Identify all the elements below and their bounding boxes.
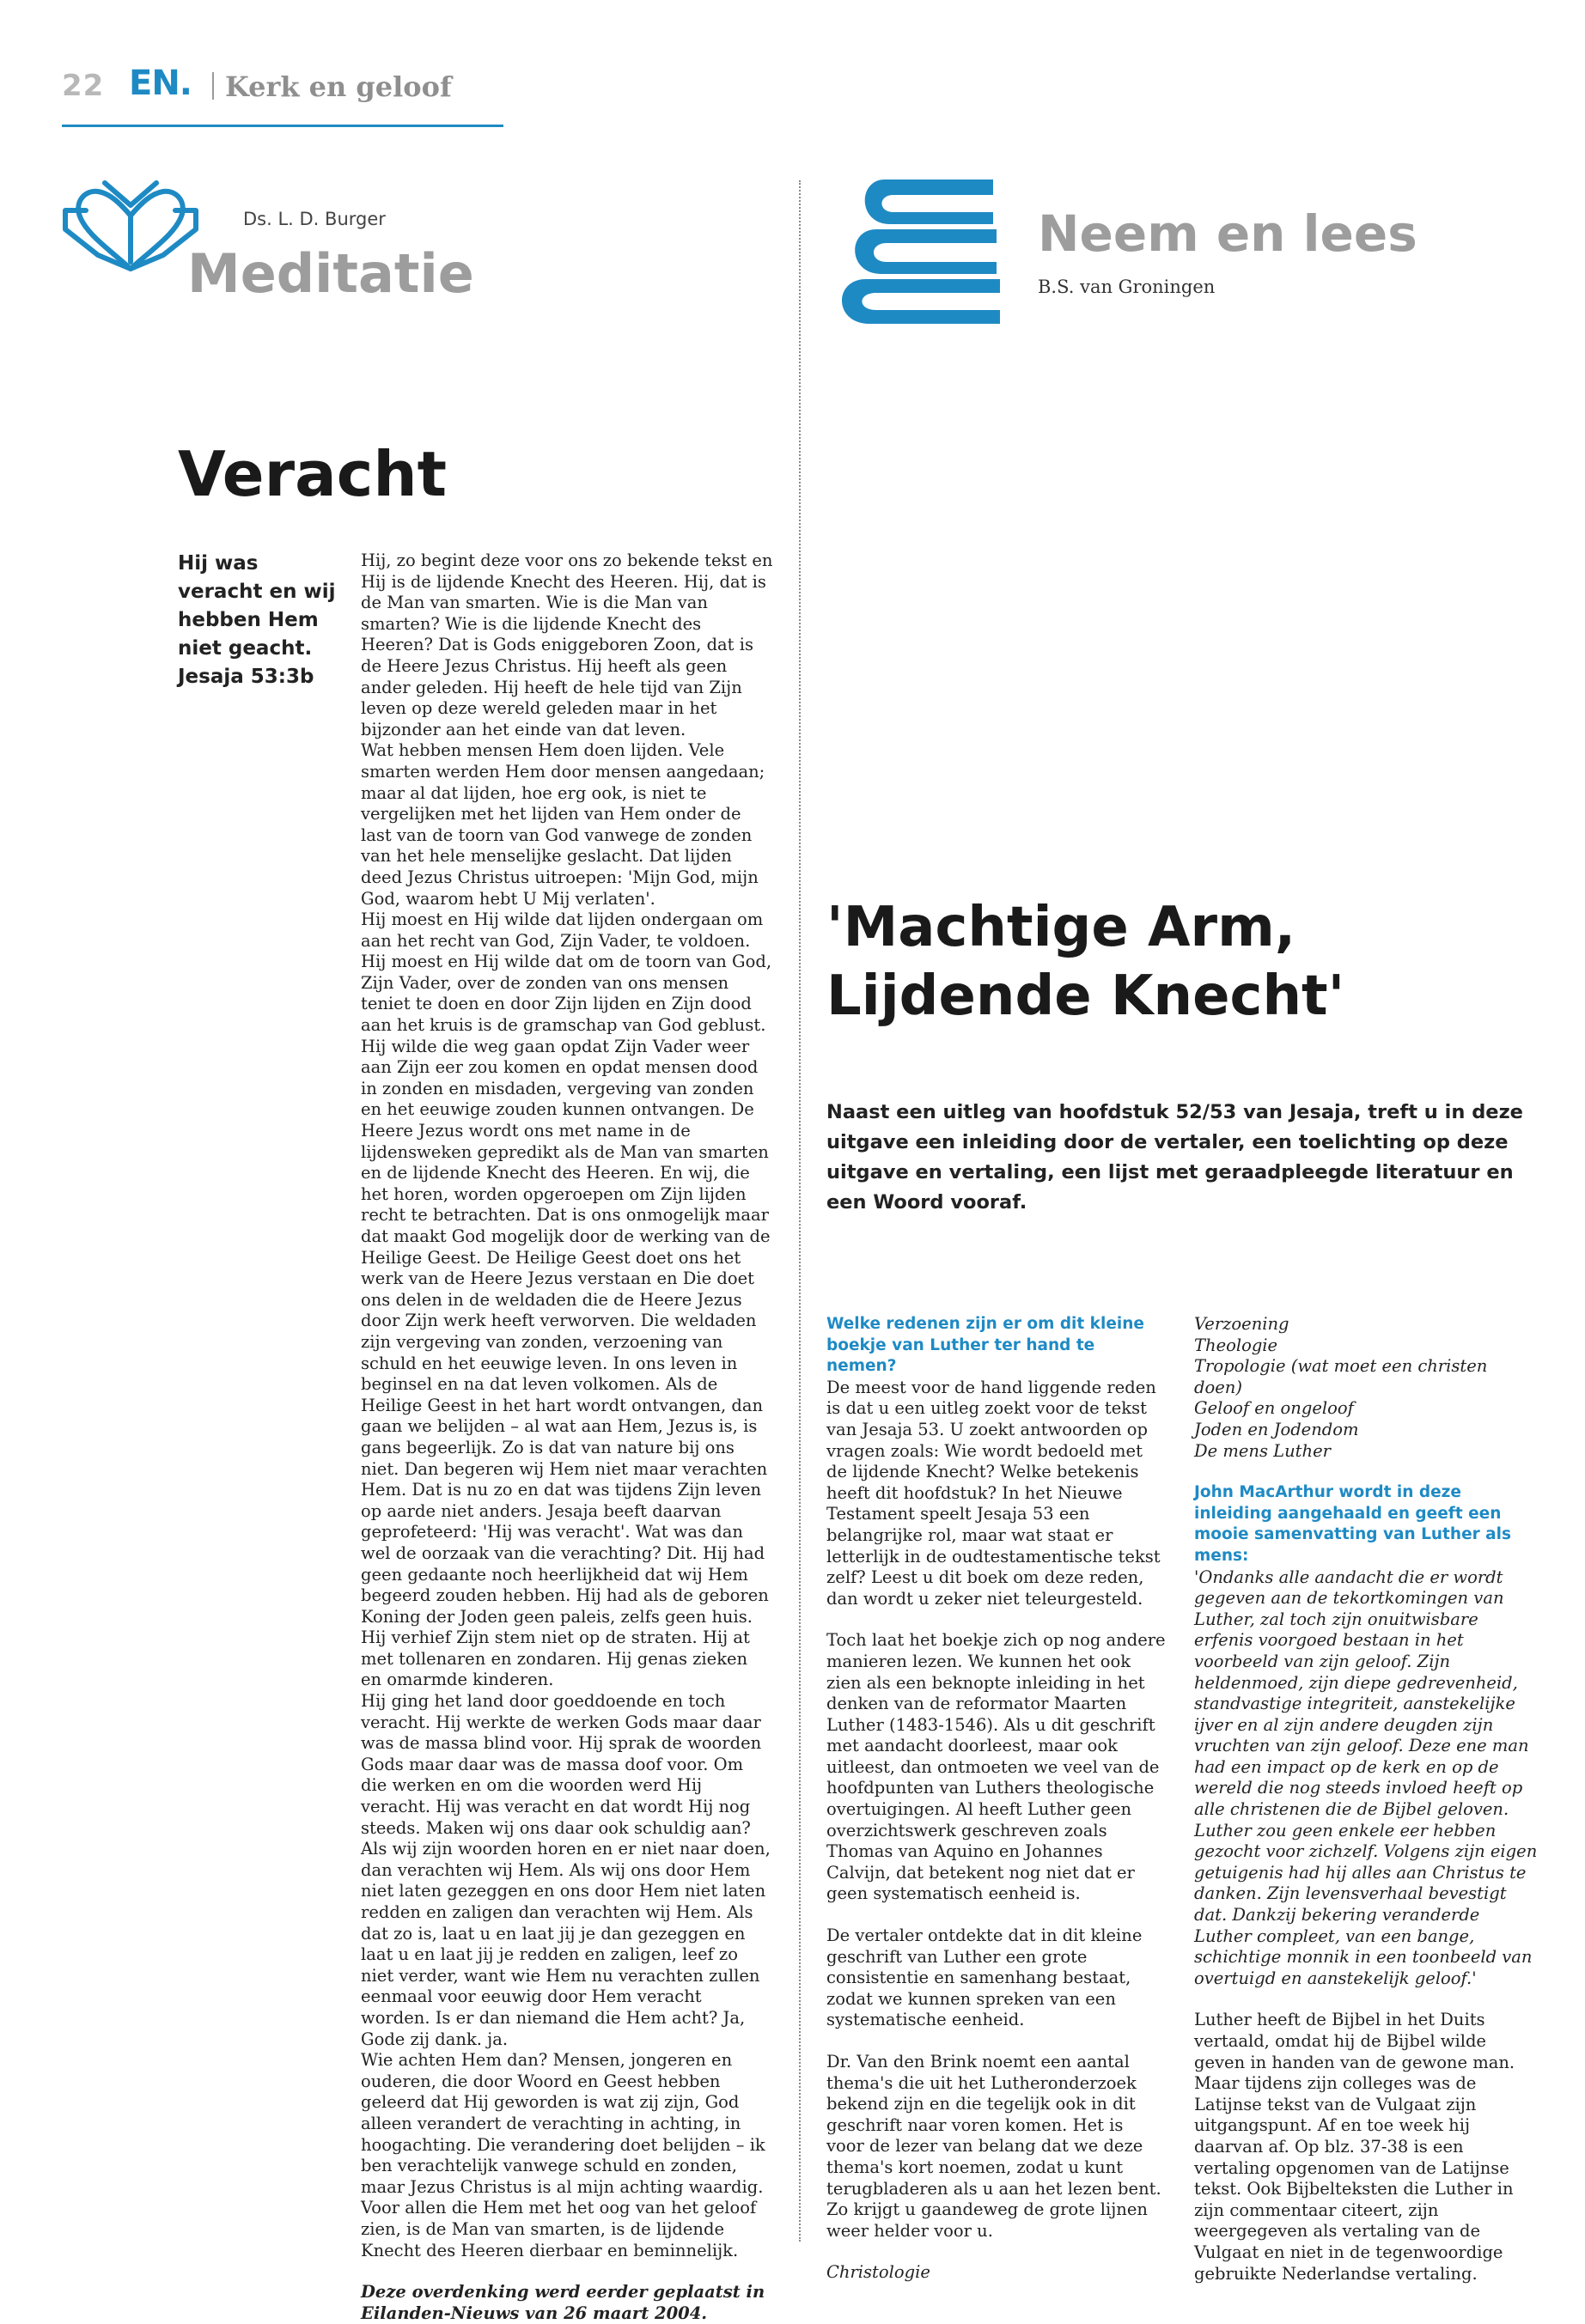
column-label-neem-en-lees: Neem en lees xyxy=(1038,204,1417,263)
paragraph: Hij moest en Hij wilde dat om de toorn van God, Zijn Vader, over de zonden van ons mensen teniet te doen en door Zijn lijden en Zijn dood aan het kruis is de gramschap van God geblust. Hij wilde die weg gaan opdat Zijn Vader weer aan Zijn eer zou komen en opdat mensen dood in zonden en misdaden, vergeving van zonden en het eeuwige zouden kunnen ontvangen. De Heere Jezus wordt ons met name in de lijdensweken gepredikt als de Man van smarten en de lijdende Knecht des Heeren. En wij, die het horen, worden opgeroepen om Zijn lijden recht te betrachten. Dat is ons onmogelijk maar dat maakt God mogelijk door de werking van de Heilige Geest. De Heilige Geest doet ons het werk van de Heere Jezus verstaan en Die doet ons delen in de weldaden die de Heere Jezus door Zijn werk heeft verworven. Die weldaden zijn vergeving van zonden, verzoening van schuld en het eeuwige leven. In ons leven in beginsel en na dat leven volkomen. Als de Heilige Geest in het hart wordt ontvangen, dan gaan we belijden – al wat aan Hem, Jezus is, is gans begeerlijk. Zo is dat van nature bij ons niet. Dan begeren wij Hem niet maar verachten Hem. Dat is nu zo en dat was tijdens Zijn leven op aarde niet anders. Jesaja beeft daarvan geprofeteerd: 'Hij was veracht'. Wat was dan wel de oorzaak van die verachting? Dit. Hij had geen gedaante noch heerlijkheid dat wij Hem begeerd zouden hebben. Hij had als de geboren Koning der Joden geen paleis, zelfs geen huis. Hij verhief Zijn stem niet op de straten. Hij at met tollenaren en zondaren. Hij genas zieken en omarmde kinderen. xyxy=(361,952,772,1690)
title-line: Lijdende Knecht' xyxy=(826,964,1345,1028)
meditation-body xyxy=(361,551,773,2324)
macarthur-quote: 'Ondanks alle aandacht die er wordt gegeven aan de tekortkomingen van Luther, zal toch zijn onuitwisbare erfenis voorgoed bestaan in het voorbeeld van zijn geloof. Zijn heldenmoed, zijn diepe gedrevenheid, standvastige integriteit, aanstekelijke ijver en al zijn andere deugden zijn vruchten van zijn geloof. Deze ene man had een impact op de kerk en op de wereld die nog steeds invloed heeft op alle christenen die de Bijbel geloven. Luther zou geen enkele eer hebben gezocht voor zichzelf. Volgens zijn eigen getuigenis had hij alles aan Christus te danken. Zijn levensverhaal bevestigt dat. Dankzij bekering veranderde Luther compleet, van een bange, schichtige monnik in een toonbeeld van overtuigd en aanstekelijk geloof.' xyxy=(1194,1567,1538,1988)
paragraph: Wat hebben mensen Hem doen lijden. Vele smarten werden Hem door mensen aangedaan; maar al dat lijden, hoe erg ook, is niet te vergelijken met het lijden van Hem onder de last van de toorn van God vanwege de zonden van het hele menselijke geslacht. Dat lijden deed Jezus Christus uitroepen: 'Mijn God, mijn God, waarom hebt U Mij verlaten'. xyxy=(361,740,765,909)
pull-quote-line: hebben Hem xyxy=(178,609,319,631)
article-title-right xyxy=(826,893,1565,1031)
theme-item: De mens Luther xyxy=(1194,1440,1331,1461)
theme-item: Joden en Jodendom xyxy=(1194,1419,1359,1439)
title-line: 'Machtige Arm, xyxy=(826,896,1296,959)
article-title-left: Veracht xyxy=(178,438,448,510)
paragraph: Toch laat het boekje zich op nog andere manieren lezen. We kunnen het ook zien als een beknopte inleiding in het denken van de reformator Maarten Luther (1483-1546). Als u dit geschrift met aandacht doorleest, maar ook uitleest, dan ontmoeten we veel van de hoofdpunten van Luthers theologische overtuigingen. Al heeft Luther geen overzichtswerk geschreven zoals Thomas van Aquino en Johannes Calvijn, dat betekent nog niet dat er geen systematisch eenheid is. xyxy=(826,1630,1166,1904)
paragraph: De vertaler ontdekte dat in dit kleine geschrift van Luther een grote consistentie en samenhang bestaat, zodat we kunnen spreken van een systematische eenheid. xyxy=(826,1926,1143,2030)
column-divider xyxy=(799,180,801,2242)
paragraph: Hij, zo begint deze voor ons zo bekende tekst en Hij is de lijdende Knecht des Heeren. Hij, dat is de Man van smarten. Wie is die Man van smarten? Wie is die lijdende Knecht des Heeren? Dat is Gods eniggeboren Zoon, dat is de Heere Jezus Christus. Hij heeft als geen ander geleden. Hij heeft de hele tijd van Zijn leven op deze wereld geleden maar in het bijzonder aan het einde van dat leven. xyxy=(361,551,773,739)
stacked-books-icon xyxy=(825,176,1005,326)
pull-quote-line: niet geacht. xyxy=(178,637,313,660)
author-right: B.S. van Groningen xyxy=(1038,277,1216,297)
theme-item: Verzoening xyxy=(1194,1314,1289,1334)
pull-quote-line: Jesaja 53:3b xyxy=(178,666,314,688)
article-intro: Naast een uitleg van hoofdstuk 52/53 van Jesaja, treft u in deze uitgave een inleiding door de vertaler, een toelichting op deze uitgave en vertaling, een lijst met geraadpleegde literatuur en een Woord vooraf. xyxy=(826,1101,1523,1214)
theme-item: Christologie xyxy=(826,2262,930,2283)
paragraph: Wie achten Hem dan? Mensen, jongeren en ouderen, die door Woord en Geest hebben geleerd dat Hij geworden is wat zij zijn, God alleen verandert de verachting in achting, in hoogachting. Die verandering doet belijden – ik ben verachtelijk vanwege schuld en zonden, maar Jezus Christus is al mijn achting waardig. Voor allen die Hem met het oog van het geloof zien, is de Man van smarten, is de lijdende Knecht des Heeren dierbaar en beminnelijk. xyxy=(361,2050,765,2260)
paragraph: Hij ging het land door goeddoende en toch veracht. Hij werkte de werken Gods maar daar was de massa blind voor. Hij sprak de woorden Gods maar daar was de massa doof voor. Om die werken en om die woorden werd Hij veracht. Hij was veracht en dat wordt Hij nog steeds. Maken wij ons daar ook schuldig aan? Als wij zijn woorden horen en er niet naar doen, dan verachten wij Hem. Als wij ons door Hem niet laten gezeggen en ons door Hem niet laten redden en zaligen dan verachten wij Hem. Als dat zo is, laat u en laat jij je dan gezeggen en laat u en laat jij je redden en zaligen, leef zo niet verder, want wie Hem nu verachten zullen eenmaal voor eeuwig door Hem veracht worden. Is er dan niemand die Hem acht? Ja, Gode zij dank. ja. xyxy=(361,1691,771,2049)
theme-item: Geloof en ongeloof xyxy=(1194,1398,1354,1419)
author-left: Ds. L. D. Burger xyxy=(243,209,386,229)
review-column-a xyxy=(826,1314,1166,2284)
theme-item: Theologie xyxy=(1194,1335,1278,1355)
header-rule xyxy=(62,125,503,127)
paragraph: Luther heeft de Bijbel in het Duits vertaald, omdat hij de Bijbel wilde geven in handen van de gewone man. Maar tijdens zijn colleges was de Latijnse tekst van de Vulgaat zijn uitgangspunt. Af en toe week hij daarvan af. Op blz. 37-38 is een vertaling opgenomen van de Latijnse tekst. Ook Bijbelteksten die Luther in zijn commentaar citeert, zijn weergegeven als vertaling van de Vulgaat en niet in de tegenwoordige gebruikte Nederlandse vertaling. xyxy=(1194,2010,1515,2284)
paragraph: Hij moest en Hij wilde dat lijden ondergaan om aan het recht van God, Zijn Vader, te voldoen. xyxy=(361,910,764,951)
pull-quote xyxy=(178,550,341,691)
paragraph: De meest voor de hand liggende reden is dat u een uitleg zoekt voor de tekst van Jesaja 53. U zoekt antwoorden op vragen zoals: Wie wordt bedoeld met de lijdende Knecht? Welke betekenis heeft dit hoofdstuk? In het Nieuwe Testament speelt Jesaja 53 een belangrijke rol, maar wat staat er letterlijk in de oudtestamentische tekst zelf? Leest u dit boek om deze reden, dan wordt u zeker niet teleurgesteld. xyxy=(826,1377,1161,1609)
pull-quote-line: Hij was xyxy=(178,552,259,575)
publication-note: Deze overdenking werd eerder geplaatst in Eilanden-Nieuws van 26 maart 2004. xyxy=(361,2282,765,2323)
header-separator xyxy=(212,72,214,100)
question-heading: John MacArthur wordt in deze inleiding aangehaald en geeft een mooie samenvatting van Luther als mens: xyxy=(1194,1483,1512,1565)
review-column-b xyxy=(1194,1314,1538,2284)
theme-item: Tropologie (wat moet een christen doen) xyxy=(1194,1356,1488,1397)
paragraph: Dr. Van den Brink noemt een aantal thema's die uit het Lutheronderzoek bekend zijn en die tegelijk ook in dit geschrift naar voren komen. Het is voor de lezer van belang dat we deze thema's kort noemen, zodat u kunt terugbladeren als u aan het lezen bent. Zo krijgt u gaandeweg de grote lijnen weer helder voor u. xyxy=(826,2052,1161,2241)
open-book-heart-icon xyxy=(60,176,202,275)
pull-quote-line: veracht en wij xyxy=(178,581,336,603)
column-label-meditatie: Meditatie xyxy=(187,242,474,305)
question-heading: Welke redenen zijn er om dit kleine boekje van Luther ter hand te nemen? xyxy=(826,1315,1144,1376)
page-number: 22 xyxy=(62,69,105,103)
section-title: Kerk en geloof xyxy=(225,70,452,103)
brand-logo: EN. xyxy=(129,64,192,103)
